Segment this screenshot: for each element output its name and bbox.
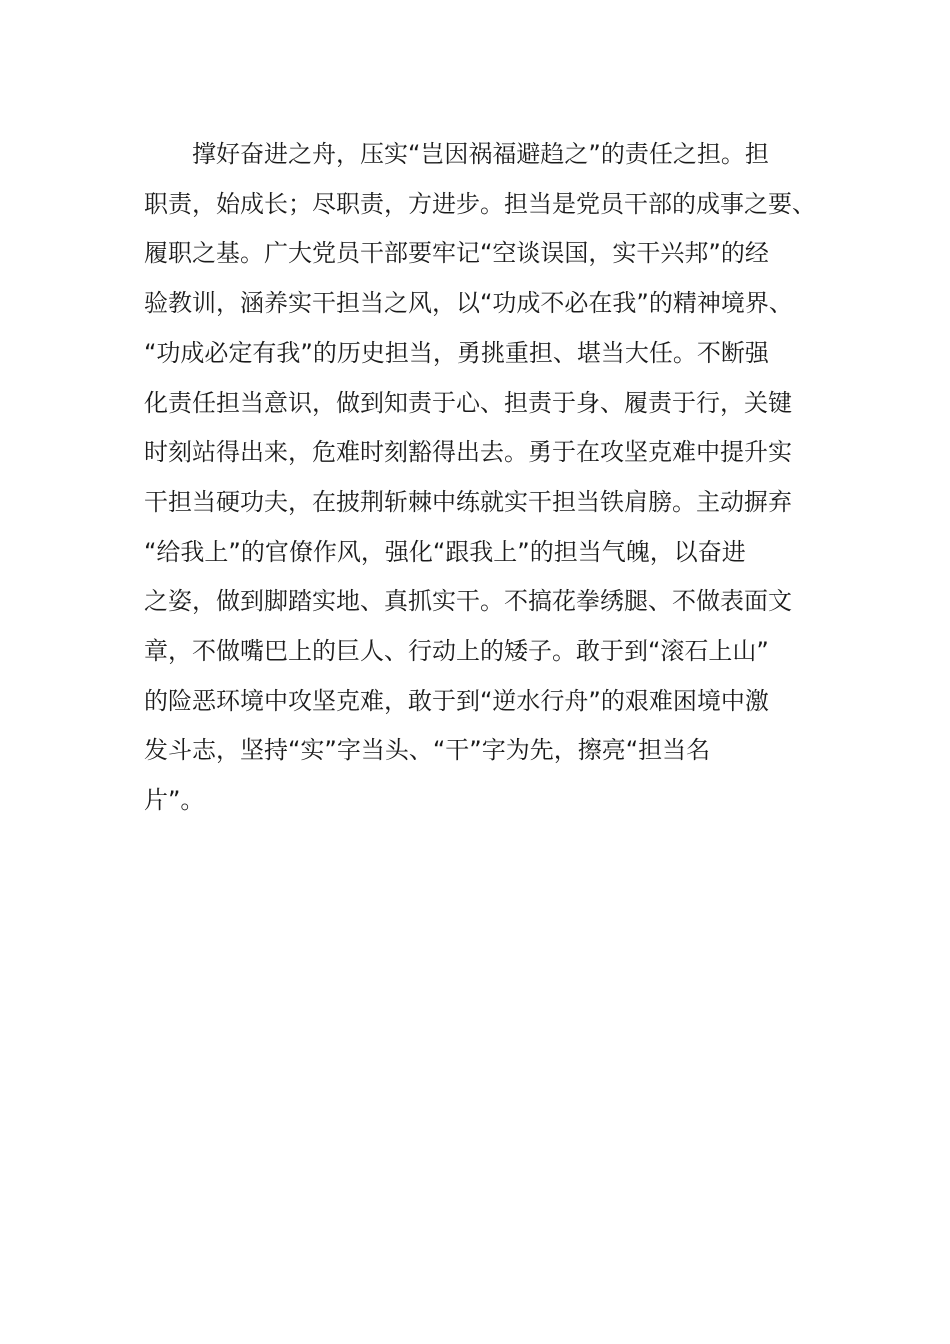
paragraph-line: 履职之基。广大党员干部要牢记“空谈误国，实干兴邦”的经 <box>144 239 769 268</box>
paragraph-line: 撑好奋进之舟，压实“岂因祸福避趋之”的责任之担。担 <box>192 140 769 168</box>
paragraph-line: 验教训，涵养实干担当之风，以“功成不必在我”的精神境界、 <box>144 289 793 318</box>
paragraph-line: 发斗志，坚持“实”字当头、“干”字为先，擦亮“担当名 <box>144 736 711 765</box>
paragraph-line: 之姿，做到脚踏实地、真抓实干。不搞花拳绣腿、不做表面文 <box>144 587 792 616</box>
paragraph-line: “给我上”的官僚作风，强化“跟我上”的担当气魄，以奋进 <box>144 537 746 566</box>
body-paragraph <box>144 130 824 826</box>
paragraph-line: 化责任担当意识，做到知责于心、担责于身、履责于行，关键 <box>144 388 792 417</box>
paragraph-line: 章，不做嘴巴上的巨人、行动上的矮子。敢于到“滚石上山” <box>144 637 769 666</box>
paragraph-line: 干担当硬功夫，在披荆斩棘中练就实干担当铁肩膀。主动摒弃 <box>144 487 792 516</box>
paragraph-line: 的险恶环境中攻坚克难，敢于到“逆水行舟”的艰难困境中激 <box>144 686 769 715</box>
paragraph-line: 职责，始成长；尽职责，方进步。担当是党员干部的成事之要、 <box>144 189 816 218</box>
paragraph-line: 时刻站得出来，危难时刻豁得出去。勇于在攻坚克难中提升实 <box>144 438 792 467</box>
paragraph-line: 片”。 <box>144 786 205 815</box>
paragraph-line: “功成必定有我”的历史担当，勇挑重担、堪当大任。不断强 <box>144 338 769 367</box>
